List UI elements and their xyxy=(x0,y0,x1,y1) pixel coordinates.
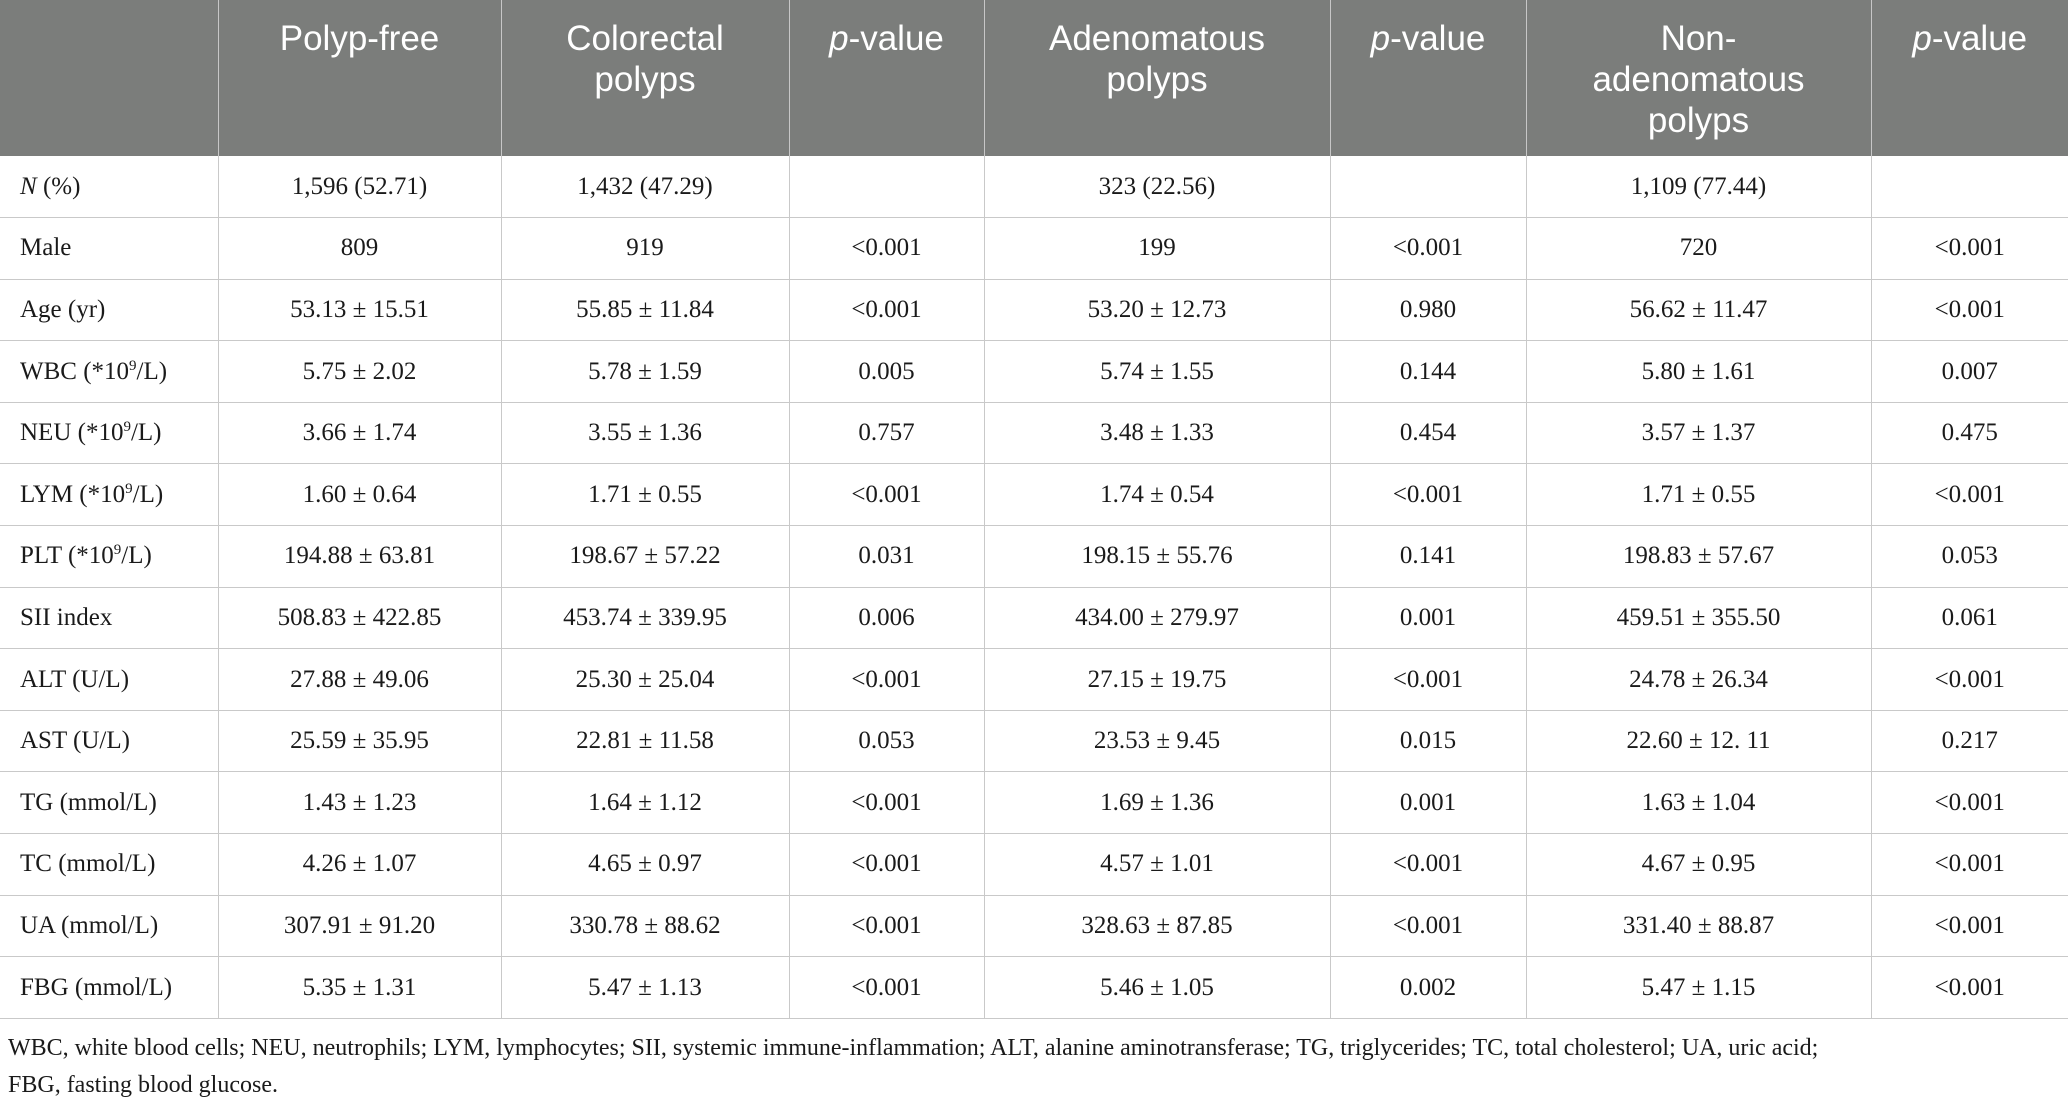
value-cell: 27.88 ± 49.06 xyxy=(218,649,501,711)
value-cell: 4.67 ± 0.95 xyxy=(1526,834,1871,896)
p-value-cell: 0.002 xyxy=(1330,957,1526,1019)
value-cell: 1,109 (77.44) xyxy=(1526,156,1871,218)
value-cell: 434.00 ± 279.97 xyxy=(984,587,1330,649)
row-label xyxy=(0,218,218,280)
value-cell: 1.69 ± 1.36 xyxy=(984,772,1330,834)
value-cell: 23.53 ± 9.45 xyxy=(984,710,1330,772)
value-cell: 4.26 ± 1.07 xyxy=(218,834,501,896)
row-label-italic: N xyxy=(20,172,37,200)
p-value-cell: <0.001 xyxy=(789,834,984,896)
p-value-cell: 0.015 xyxy=(1330,710,1526,772)
table-row xyxy=(0,834,2068,896)
row-label-unit: /L) xyxy=(130,419,162,447)
value-cell: 27.15 ± 19.75 xyxy=(984,649,1330,711)
p-value-cell: <0.001 xyxy=(1871,957,2068,1019)
header-non-adenomatous-polyps xyxy=(1526,0,1871,156)
value-cell: 5.47 ± 1.15 xyxy=(1526,957,1871,1019)
row-label-text: UA (mmol/L) xyxy=(20,911,159,939)
p-value-cell: <0.001 xyxy=(1871,218,2068,280)
p-value-cell: 0.757 xyxy=(789,402,984,464)
row-label xyxy=(0,710,218,772)
table-row xyxy=(0,402,2068,464)
p-value-cell: <0.001 xyxy=(789,957,984,1019)
p-value-cell xyxy=(789,156,984,218)
p-value-cell: 0.031 xyxy=(789,526,984,588)
header-colorectal-polyps xyxy=(501,0,789,156)
p-value-cell: 0.007 xyxy=(1871,341,2068,403)
p-value-cell: <0.001 xyxy=(1330,834,1526,896)
value-cell: 198.67 ± 57.22 xyxy=(501,526,789,588)
value-cell: 25.59 ± 35.95 xyxy=(218,710,501,772)
p-value-cell: <0.001 xyxy=(1330,464,1526,526)
value-cell: 5.80 ± 1.61 xyxy=(1526,341,1871,403)
p-value-cell: 0.141 xyxy=(1330,526,1526,588)
value-cell: 5.74 ± 1.55 xyxy=(984,341,1330,403)
value-cell: 720 xyxy=(1526,218,1871,280)
row-label-unit: /L) xyxy=(132,480,164,508)
p-value-cell: <0.001 xyxy=(1330,218,1526,280)
value-cell: 323 (22.56) xyxy=(984,156,1330,218)
row-label-text: Age (yr) xyxy=(20,295,106,323)
header-p-suffix: -value xyxy=(1390,19,1486,58)
row-label xyxy=(0,895,218,957)
row-label-text: Male xyxy=(20,234,72,262)
header-polyp-free xyxy=(218,0,501,156)
p-value-cell: <0.001 xyxy=(789,218,984,280)
table-row xyxy=(0,710,2068,772)
table-row xyxy=(0,464,2068,526)
value-cell: 328.63 ± 87.85 xyxy=(984,895,1330,957)
value-cell: 53.20 ± 12.73 xyxy=(984,279,1330,341)
value-cell: 198.15 ± 55.76 xyxy=(984,526,1330,588)
p-value-cell: <0.001 xyxy=(789,649,984,711)
row-label-text: SII index xyxy=(20,603,113,631)
value-cell: 55.85 ± 11.84 xyxy=(501,279,789,341)
header-adenomatous-line1: Adenomatous xyxy=(1049,19,1265,58)
p-value-cell: 0.144 xyxy=(1330,341,1526,403)
value-cell: 1.43 ± 1.23 xyxy=(218,772,501,834)
row-label-superscript: 9 xyxy=(123,419,131,436)
value-cell: 1,432 (47.29) xyxy=(501,156,789,218)
value-cell: 331.40 ± 88.87 xyxy=(1526,895,1871,957)
header-adenomatous-polyps xyxy=(984,0,1330,156)
p-value-cell: <0.001 xyxy=(789,772,984,834)
header-p-value-1 xyxy=(789,0,984,156)
row-label-text: PLT (*10 xyxy=(20,542,114,570)
p-value-cell: <0.001 xyxy=(1871,834,2068,896)
row-label-superscript: 9 xyxy=(125,480,133,497)
row-label xyxy=(0,957,218,1019)
value-cell: 3.55 ± 1.36 xyxy=(501,402,789,464)
p-value-cell: 0.454 xyxy=(1330,402,1526,464)
p-value-cell: 0.005 xyxy=(789,341,984,403)
row-label-unit: /L) xyxy=(121,542,152,570)
table-body xyxy=(0,156,2068,1018)
p-value-cell: <0.001 xyxy=(1871,279,2068,341)
p-value-cell xyxy=(1871,156,2068,218)
value-cell: 22.60 ± 12. 11 xyxy=(1526,710,1871,772)
value-cell: 199 xyxy=(984,218,1330,280)
value-cell: 5.47 ± 1.13 xyxy=(501,957,789,1019)
table-header xyxy=(0,0,2068,156)
p-value-cell: <0.001 xyxy=(1871,895,2068,957)
row-label xyxy=(0,279,218,341)
value-cell: 1.64 ± 1.12 xyxy=(501,772,789,834)
table-row xyxy=(0,156,2068,218)
p-value-cell: <0.001 xyxy=(789,279,984,341)
p-value-cell: 0.006 xyxy=(789,587,984,649)
header-p-suffix: -value xyxy=(1931,19,2028,58)
value-cell: 809 xyxy=(218,218,501,280)
value-cell: 4.57 ± 1.01 xyxy=(984,834,1330,896)
row-label-superscript: 9 xyxy=(113,542,122,559)
value-cell: 5.35 ± 1.31 xyxy=(218,957,501,1019)
value-cell: 307.91 ± 91.20 xyxy=(218,895,501,957)
value-cell: 25.30 ± 25.04 xyxy=(501,649,789,711)
value-cell: 330.78 ± 88.62 xyxy=(501,895,789,957)
header-p-letter: p xyxy=(829,19,849,58)
row-label xyxy=(0,156,218,218)
header-nonadenomatous-line2: adenomatous xyxy=(1592,60,1805,99)
header-nonadenomatous-line1: Non- xyxy=(1660,19,1737,58)
value-cell: 3.48 ± 1.33 xyxy=(984,402,1330,464)
row-label xyxy=(0,834,218,896)
value-cell: 24.78 ± 26.34 xyxy=(1526,649,1871,711)
row-label xyxy=(0,341,218,403)
table-row xyxy=(0,341,2068,403)
row-label-text: (%) xyxy=(36,172,81,200)
row-label xyxy=(0,772,218,834)
p-value-cell: <0.001 xyxy=(789,895,984,957)
p-value-cell: 0.980 xyxy=(1330,279,1526,341)
p-value-cell: 0.475 xyxy=(1871,402,2068,464)
header-adenomatous-line2: polyps xyxy=(1106,60,1208,99)
row-label-text: AST (U/L) xyxy=(20,727,130,755)
row-label-unit: /L) xyxy=(136,357,168,385)
footnote-line-2: FBG, fasting blood glucose. xyxy=(8,1072,278,1098)
table-row xyxy=(0,218,2068,280)
p-value-cell xyxy=(1330,156,1526,218)
value-cell: 1.74 ± 0.54 xyxy=(984,464,1330,526)
table-row xyxy=(0,649,2068,711)
row-label-superscript: 9 xyxy=(129,357,137,374)
row-label-text: LYM (*10 xyxy=(20,480,126,508)
p-value-cell: <0.001 xyxy=(1871,649,2068,711)
table-footnote xyxy=(8,1030,2048,1104)
p-value-cell: <0.001 xyxy=(1330,895,1526,957)
header-p-letter: p xyxy=(1370,19,1391,58)
value-cell: 1.71 ± 0.55 xyxy=(501,464,789,526)
value-cell: 22.81 ± 11.58 xyxy=(501,710,789,772)
header-p-suffix: -value xyxy=(848,19,944,58)
p-value-cell: <0.001 xyxy=(789,464,984,526)
value-cell: 5.46 ± 1.05 xyxy=(984,957,1330,1019)
value-cell: 1.71 ± 0.55 xyxy=(1526,464,1871,526)
row-label-text: ALT (U/L) xyxy=(20,665,130,693)
value-cell: 1.60 ± 0.64 xyxy=(218,464,501,526)
p-value-cell: 0.061 xyxy=(1871,587,2068,649)
value-cell: 5.78 ± 1.59 xyxy=(501,341,789,403)
p-value-cell: 0.053 xyxy=(789,710,984,772)
row-label xyxy=(0,526,218,588)
row-label-text: NEU (*10 xyxy=(20,419,124,447)
p-value-cell: 0.217 xyxy=(1871,710,2068,772)
header-colorectal-line1: Colorectal xyxy=(566,19,724,58)
header-p-value-3 xyxy=(1871,0,2068,156)
value-cell: 3.57 ± 1.37 xyxy=(1526,402,1871,464)
value-cell: 4.65 ± 0.97 xyxy=(501,834,789,896)
value-cell: 1,596 (52.71) xyxy=(218,156,501,218)
value-cell: 198.83 ± 57.67 xyxy=(1526,526,1871,588)
table-row xyxy=(0,957,2068,1019)
row-label xyxy=(0,587,218,649)
row-label xyxy=(0,649,218,711)
table-row xyxy=(0,587,2068,649)
value-cell: 3.66 ± 1.74 xyxy=(218,402,501,464)
value-cell: 453.74 ± 339.95 xyxy=(501,587,789,649)
p-value-cell: <0.001 xyxy=(1871,772,2068,834)
footnote-line-1: WBC, white blood cells; NEU, neutrophils; LYM, lymphocytes; SII, systemic immune-inflammation; ALT, alanine aminotransferase; TG, triglycerides; TC, total cholesterol; UA, uric acid; xyxy=(8,1035,1819,1061)
row-label-text: TG (mmol/L) xyxy=(20,788,157,816)
header-p-letter: p xyxy=(1912,19,1932,58)
p-value-cell: 0.001 xyxy=(1330,587,1526,649)
table-row xyxy=(0,895,2068,957)
header-p-value-2 xyxy=(1330,0,1526,156)
value-cell: 53.13 ± 15.51 xyxy=(218,279,501,341)
table-row xyxy=(0,279,2068,341)
value-cell: 5.75 ± 2.02 xyxy=(218,341,501,403)
value-cell: 919 xyxy=(501,218,789,280)
header-colorectal-line2: polyps xyxy=(594,60,696,99)
header-row xyxy=(0,0,2068,156)
header-polyp-free-label: Polyp-free xyxy=(279,19,440,58)
row-label-text: TC (mmol/L) xyxy=(20,850,156,878)
p-value-cell: <0.001 xyxy=(1330,649,1526,711)
value-cell: 508.83 ± 422.85 xyxy=(218,587,501,649)
p-value-cell: <0.001 xyxy=(1871,464,2068,526)
row-label xyxy=(0,402,218,464)
p-value-cell: 0.053 xyxy=(1871,526,2068,588)
table-row xyxy=(0,526,2068,588)
row-label-text: WBC (*10 xyxy=(20,357,130,385)
row-label xyxy=(0,464,218,526)
header-nonadenomatous-line3: polyps xyxy=(1647,101,1750,140)
row-label-text: FBG (mmol/L) xyxy=(20,973,173,1001)
value-cell: 1.63 ± 1.04 xyxy=(1526,772,1871,834)
value-cell: 56.62 ± 11.47 xyxy=(1526,279,1871,341)
value-cell: 194.88 ± 63.81 xyxy=(218,526,501,588)
header-empty-cell xyxy=(0,0,218,156)
value-cell: 459.51 ± 355.50 xyxy=(1526,587,1871,649)
table-row xyxy=(0,772,2068,834)
p-value-cell: 0.001 xyxy=(1330,772,1526,834)
